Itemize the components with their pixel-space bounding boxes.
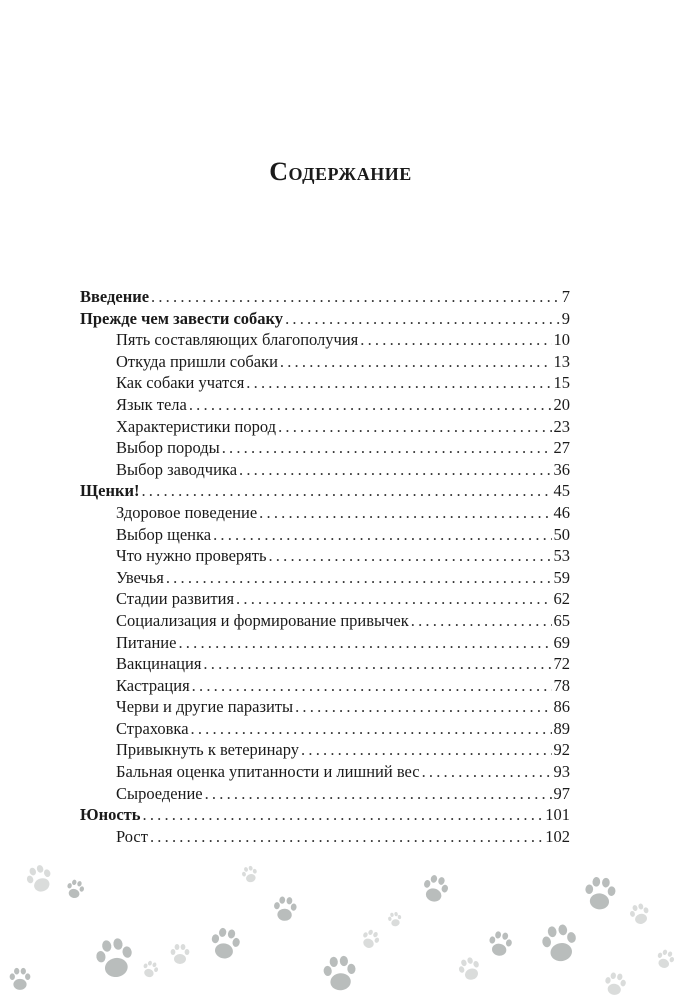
toc-entry-label: Кастрация [116, 675, 190, 695]
paw-print-icon [603, 971, 627, 996]
toc-leader-dots [236, 588, 551, 610]
toc-leader-dots [301, 739, 551, 761]
toc-section-row[interactable] [80, 480, 570, 502]
toc-page-number: 92 [553, 740, 570, 760]
paw-print-icon [240, 865, 259, 884]
toc-entry-row[interactable] [80, 718, 570, 740]
toc-page-number: 7 [561, 287, 570, 306]
page-title: Содержание [269, 157, 412, 187]
toc-entry-row[interactable] [80, 329, 570, 351]
toc-entry-label: Язык тела [116, 394, 187, 414]
table-of-contents [80, 286, 570, 847]
toc-page-number: 46 [553, 502, 570, 522]
paw-print-icon [540, 923, 580, 964]
paw-print-icon [487, 930, 513, 958]
toc-leader-dots [295, 696, 551, 718]
toc-entry-label: Черви и другие паразиты [116, 697, 294, 717]
toc-page-number: 10 [553, 330, 570, 350]
toc-entry-label: Что нужно проверять [116, 546, 267, 566]
toc-entry-label: Юность [80, 805, 141, 825]
toc-leader-dots [278, 416, 551, 438]
toc-entry-label: Введение [80, 287, 150, 306]
toc-entry-label: Рост [116, 826, 148, 846]
toc-entry-row[interactable] [80, 567, 570, 589]
toc-leader-dots [239, 459, 551, 481]
paw-print-icon [420, 873, 450, 904]
toc-leader-dots [178, 632, 551, 654]
paw-print-icon [209, 926, 242, 960]
paw-print-icon [584, 876, 617, 910]
toc-page-number: 59 [553, 567, 570, 587]
toc-entry-row[interactable] [80, 653, 570, 675]
toc-page-number: 13 [553, 351, 570, 371]
paw-print-icon [322, 955, 357, 992]
toc-leader-dots [166, 567, 552, 589]
toc-page-number: 53 [553, 546, 570, 566]
toc-entry-label: Откуда пришли собаки [116, 351, 278, 371]
toc-page-number: 69 [553, 632, 570, 652]
toc-entry-row[interactable] [80, 739, 570, 761]
paw-print-icon [387, 911, 402, 927]
toc-leader-dots [151, 286, 560, 308]
toc-entry-label: Прежде чем завести собаку [80, 308, 284, 328]
toc-page-number: 102 [545, 826, 570, 846]
toc-leader-dots [141, 480, 551, 502]
toc-leader-dots [411, 610, 552, 632]
toc-entry-label: Пять составляющих благополучия [116, 330, 359, 350]
toc-section-row[interactable] [80, 804, 570, 826]
toc-entry-row[interactable] [80, 394, 570, 416]
toc-leader-dots [285, 308, 560, 330]
toc-entry-label: Вакцинация [116, 654, 202, 674]
toc-leader-dots [143, 804, 544, 826]
toc-entry-row[interactable] [80, 437, 570, 459]
toc-leader-dots [268, 545, 551, 567]
toc-leader-dots [189, 394, 552, 416]
toc-entry-label: Бальная оценка упитанности и лишний вес [116, 762, 420, 782]
toc-entry-label: Здоровое поведение [116, 502, 258, 522]
toc-entry-row[interactable] [80, 524, 570, 546]
toc-entry-row[interactable] [80, 588, 570, 610]
toc-entry-label: Страховка [116, 718, 189, 738]
toc-entry-label: Увечья [116, 567, 164, 587]
toc-leader-dots [192, 675, 552, 697]
paw-print-icon [140, 959, 160, 979]
toc-page-number: 78 [553, 675, 570, 695]
paw-print-decoration [0, 850, 681, 1000]
toc-entry-label: Выбор породы [116, 438, 220, 458]
toc-leader-dots [203, 653, 551, 675]
toc-page-number: 65 [553, 610, 570, 630]
toc-entry-row[interactable] [80, 761, 570, 783]
paw-print-icon [65, 878, 86, 900]
toc-page-number: 86 [553, 697, 570, 717]
toc-entry-label: Привыкнуть к ветеринару [116, 740, 300, 760]
toc-entry-row[interactable] [80, 351, 570, 373]
toc-leader-dots [191, 718, 552, 740]
toc-entry-label: Социализация и формирование привычек [116, 610, 409, 630]
toc-entry-label: Сыроедение [116, 783, 203, 803]
toc-page-number: 15 [553, 373, 570, 393]
toc-entry-row[interactable] [80, 459, 570, 481]
toc-leader-dots [246, 372, 551, 394]
toc-entry-row[interactable] [80, 372, 570, 394]
toc-page-number: 101 [545, 805, 570, 825]
toc-page-number: 72 [553, 654, 570, 674]
toc-page-number: 20 [553, 394, 570, 414]
toc-leader-dots [360, 329, 551, 351]
paw-print-icon [456, 955, 483, 983]
paw-print-icon [24, 862, 56, 895]
toc-page-number: 45 [553, 481, 570, 501]
toc-entry-label: Питание [116, 632, 177, 652]
paw-print-icon [628, 902, 651, 926]
toc-entry-row[interactable] [80, 696, 570, 718]
toc-page-number: 9 [561, 308, 570, 328]
toc-entry-row[interactable] [80, 610, 570, 632]
paw-print-icon [273, 896, 298, 922]
toc-entry-label: Стадии развития [116, 589, 235, 609]
toc-section-row[interactable] [80, 286, 570, 308]
toc-entry-label: Выбор заводчика [116, 459, 238, 479]
toc-page-number: 97 [553, 783, 570, 803]
toc-entry-row[interactable] [80, 545, 570, 567]
toc-entry-label: Выбор щенка [116, 524, 212, 544]
toc-leader-dots [259, 502, 551, 524]
toc-page-number: 93 [553, 762, 570, 782]
toc-leader-dots [280, 351, 552, 373]
toc-entry-label: Характеристики пород [116, 416, 277, 436]
toc-page-number: 89 [553, 718, 570, 738]
toc-leader-dots [222, 437, 552, 459]
toc-leader-dots [150, 826, 543, 848]
toc-entry-row[interactable] [80, 675, 570, 697]
paw-print-icon [654, 948, 676, 971]
toc-leader-dots [422, 761, 552, 783]
toc-leader-dots [213, 524, 551, 546]
toc-entry-row[interactable] [80, 502, 570, 524]
toc-page-number: 27 [553, 438, 570, 458]
toc-section-row[interactable] [80, 308, 570, 330]
toc-entry-label: Как собаки учатся [116, 373, 245, 393]
toc-entry-row[interactable] [80, 416, 570, 438]
toc-entry-row[interactable] [80, 826, 570, 848]
toc-entry-row[interactable] [80, 783, 570, 805]
toc-page-number: 50 [553, 524, 570, 544]
paw-print-icon [359, 927, 382, 950]
paw-print-icon [94, 936, 136, 980]
toc-leader-dots [205, 783, 552, 805]
paw-print-icon [171, 944, 190, 964]
toc-page-number: 23 [553, 416, 570, 436]
toc-page-number: 62 [553, 589, 570, 609]
paw-print-icon [10, 968, 31, 990]
toc-entry-row[interactable] [80, 632, 570, 654]
toc-entry-label: Щенки! [80, 481, 140, 501]
toc-page-number: 36 [553, 459, 570, 479]
